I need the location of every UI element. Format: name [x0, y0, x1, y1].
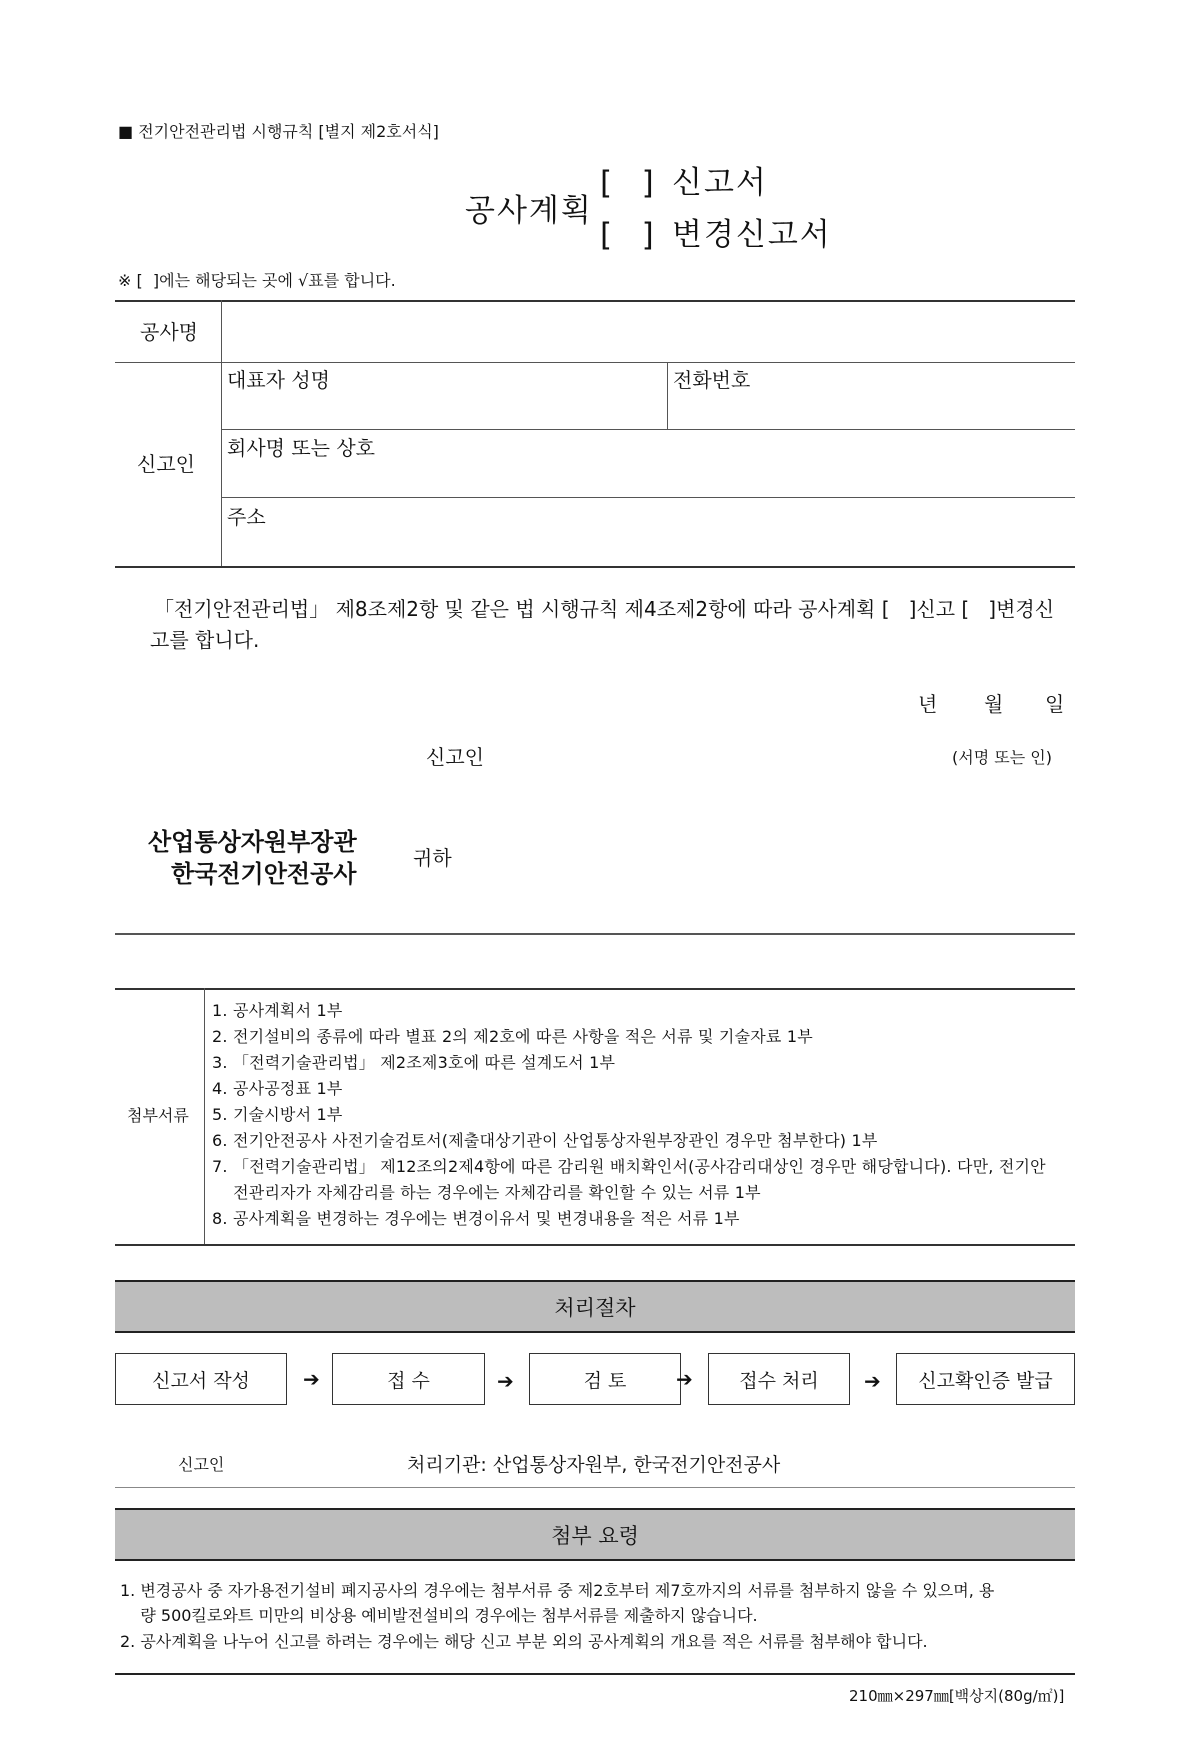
address-label: 주소: [227, 505, 266, 529]
arrow-right-icon: ➔: [497, 1369, 514, 1393]
attachments-bottom-border: [115, 1244, 1075, 1246]
attachment-item: 8. 공사계획을 변경하는 경우에는 변경이유서 및 변경내용을 적은 서류 1부: [212, 1209, 740, 1228]
option-report-label: 신고서: [672, 165, 768, 201]
phone-input[interactable]: [670, 395, 1072, 427]
table-bottom-border: [115, 566, 1075, 568]
guideline-item: 1. 변경공사 중 자가용전기설비 폐지공사의 경우에는 첨부서류 중 제2호부터 제7호까지의 서류를 첨부하지 않을 수 있으며, 용: [120, 1581, 995, 1600]
table-column-divider: [667, 362, 668, 429]
reporter-label: 신고인: [137, 452, 195, 476]
table-divider: [221, 497, 1075, 498]
arrow-right-icon: ➔: [676, 1367, 693, 1391]
attachment-item: 5. 기술시방서 1부: [212, 1105, 343, 1124]
table-top-border: [115, 300, 1075, 302]
company-input[interactable]: [224, 463, 1072, 495]
date-day-label: 일: [1045, 692, 1065, 716]
recipient-minister: 산업통상자원부장관: [148, 828, 357, 856]
section-divider: [115, 933, 1075, 935]
step-write-report: 신고서 작성: [115, 1353, 287, 1405]
attachment-item: 6. 전기안전공사 사전기술검토서(제출대상기관이 산업통상자원부장관인 경우만 첨부한다) 1부: [212, 1131, 878, 1150]
signature-hint[interactable]: (서명 또는 인): [952, 748, 1052, 767]
attachment-item: 7. 「전력기술관리법」 제12조의2제4항에 따른 감리원 배치확인서(공사감리대상인 경우만 해당합니다). 다만, 전기안: [212, 1157, 1046, 1176]
form-title: 공사계획: [465, 193, 593, 229]
procedure-header: 처리절차: [115, 1280, 1075, 1333]
table-column-divider: [221, 300, 222, 566]
phone-label: 전화번호: [673, 368, 751, 392]
step-review: 검 토: [529, 1353, 681, 1405]
attachment-item: 2. 전기설비의 종류에 따라 별표 2의 제2호에 따른 사항을 적은 서류 및 기술자료 1부: [212, 1027, 813, 1046]
statement-line-1: 「전기안전관리법」 제8조제2항 및 같은 법 시행규칙 제4조제2항에 따라 공사계획 [ ]신고 [ ]변경신: [154, 597, 1055, 621]
statement-line-2: 고를 합니다.: [150, 628, 260, 652]
guidelines-bottom-border: [115, 1673, 1075, 1675]
rep-name-input[interactable]: [224, 395, 664, 427]
regulation-header: ■ 전기안전관리법 시행규칙 [별지 제2호서식]: [118, 122, 439, 141]
attachment-item: 3. 「전력기술관리법」 제2조제3호에 따른 설계도서 1부: [212, 1053, 616, 1072]
date-month-label: 월: [984, 692, 1004, 716]
attachment-item: 4. 공사공정표 1부: [212, 1079, 343, 1098]
company-label: 회사명 또는 상호: [227, 436, 375, 460]
project-name-label: 공사명: [140, 320, 198, 344]
recipient-kesco: 한국전기안전공사: [171, 860, 357, 888]
square-bullet-icon: ■: [118, 122, 134, 141]
guidelines-header: 첨부 요령: [115, 1508, 1075, 1561]
step-process: 접수 처리: [708, 1353, 850, 1405]
option-report-checkbox[interactable]: [ ]: [600, 165, 654, 201]
date-year-label: 년: [918, 692, 938, 716]
project-name-input[interactable]: [224, 303, 1072, 360]
instruction-note: ※ [ ]에는 해당되는 곳에 √표를 합니다.: [118, 271, 396, 290]
step-receipt: 접 수: [332, 1353, 485, 1405]
arrow-right-icon: ➔: [864, 1369, 881, 1393]
arrow-right-icon: ➔: [303, 1367, 320, 1391]
guideline-item: 2. 공사계획을 나누어 신고를 하려는 경우에는 해당 신고 부분 외의 공사계획의 개요를 적은 서류를 첨부해야 합니다.: [120, 1632, 928, 1651]
recipient-honorific: 귀하: [413, 846, 452, 870]
option-change-checkbox[interactable]: [ ]: [600, 217, 654, 253]
procedure-divider: [115, 1487, 1075, 1488]
attachment-item-continued: 전관리자가 자체감리를 하는 경우에는 자체감리를 확인할 수 있는 서류 1부: [212, 1183, 761, 1202]
paper-spec-footer: 210㎜×297㎜[백상지(80g/㎡)]: [849, 1687, 1065, 1705]
step-issue-certificate: 신고확인증 발급: [896, 1353, 1075, 1405]
rep-name-label: 대표자 성명: [227, 368, 330, 392]
attachments-top-border: [115, 988, 1075, 990]
table-divider: [221, 429, 1075, 430]
guideline-item-continued: 량 500킬로와트 미만의 비상용 예비발전설비의 경우에는 첨부서류를 제출하지 않습니다.: [120, 1606, 758, 1625]
attachment-item: 1. 공사계획서 1부: [212, 1001, 343, 1020]
procedure-reporter-label: 신고인: [178, 1455, 225, 1474]
attachments-label: 첨부서류: [127, 1106, 189, 1125]
attachments-column-divider: [204, 988, 205, 1244]
table-divider: [115, 362, 1075, 363]
signature-reporter-label: 신고인: [426, 745, 484, 769]
address-input[interactable]: [224, 532, 1072, 564]
procedure-agency-label: 처리기관: 산업통상자원부, 한국전기안전공사: [407, 1454, 781, 1476]
option-change-label: 변경신고서: [672, 217, 832, 253]
